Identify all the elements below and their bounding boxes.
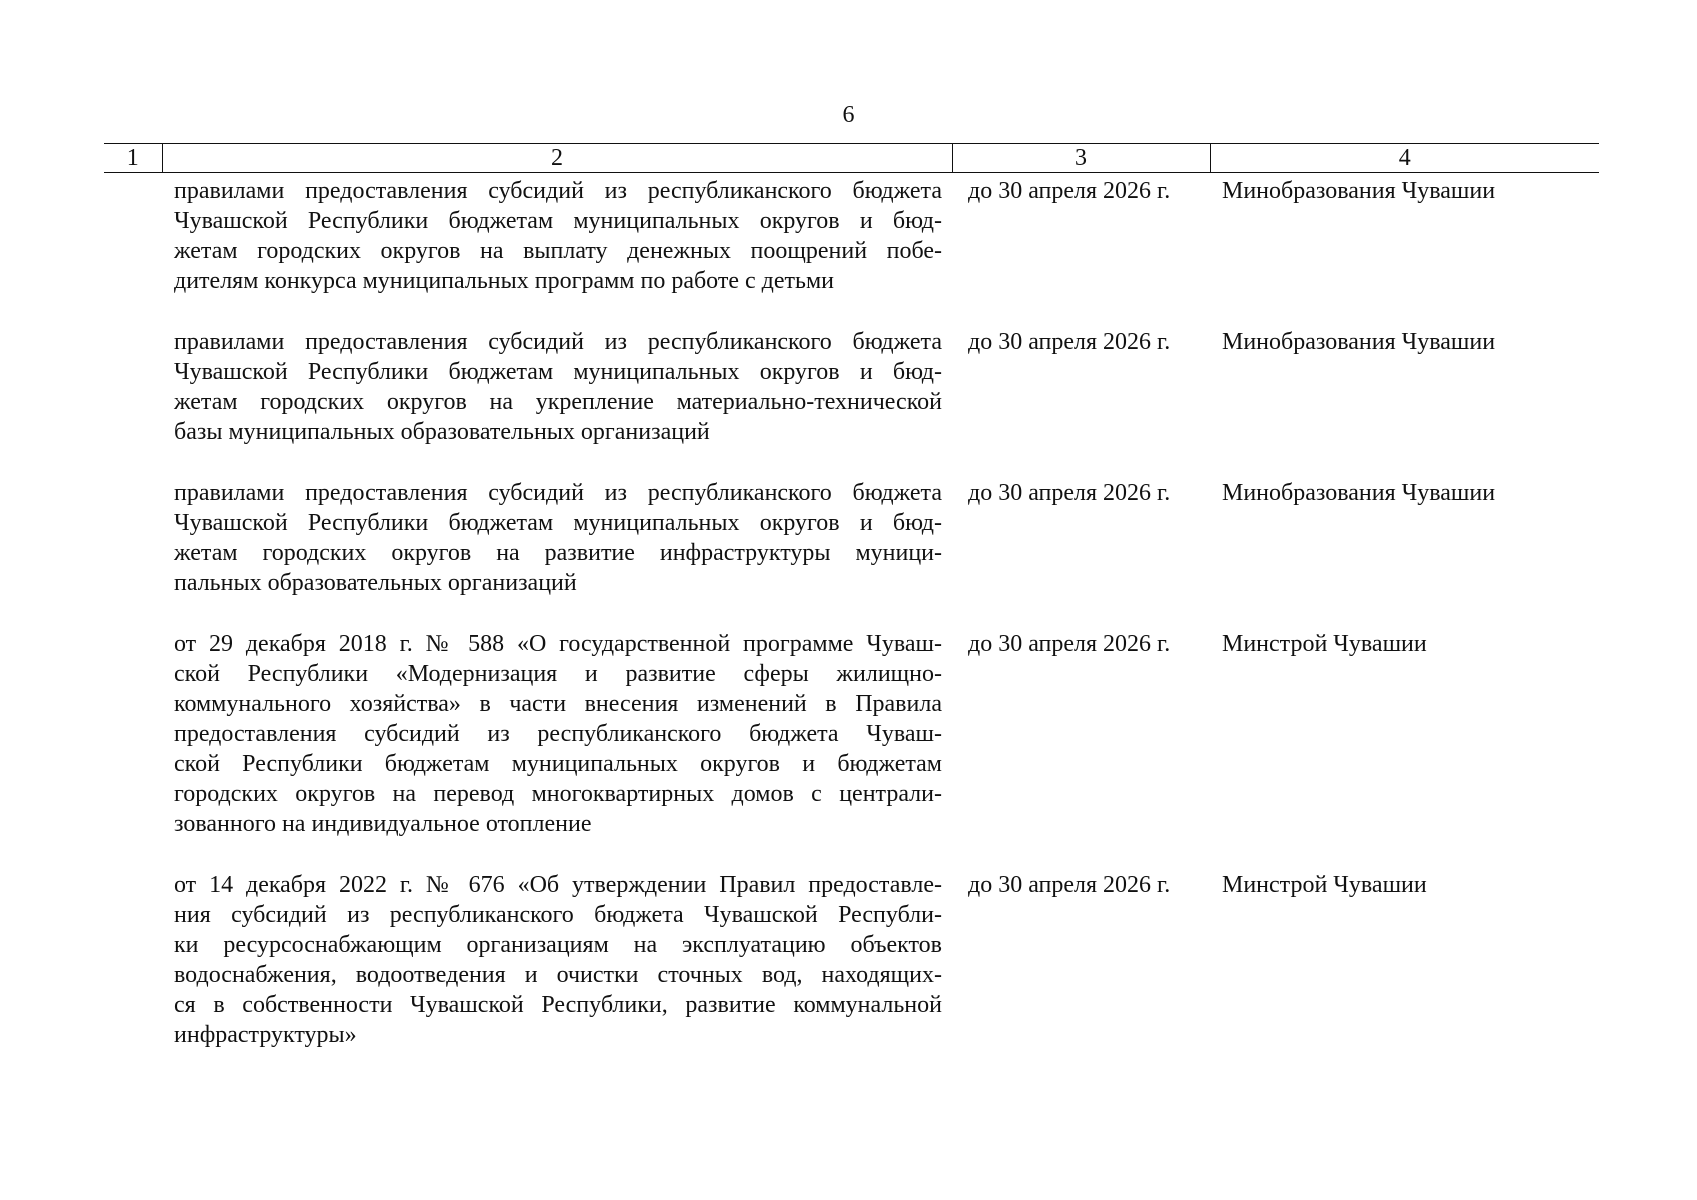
cell-deadline: до 30 апреля 2026 г.	[968, 631, 1171, 657]
cell-number	[104, 173, 162, 328]
cell-responsible: Минстрой Чувашии	[1222, 631, 1427, 657]
cell-number	[104, 629, 162, 870]
text-line: правилами предоставления субсидий из республиканского бюджета	[174, 480, 942, 506]
text-line: правилами предоставления субсидий из республиканского бюджета	[174, 329, 942, 355]
table-header-row	[104, 144, 1599, 173]
cell-deadline: до 30 апреля 2026 г.	[968, 480, 1171, 506]
text-line: от 14 декабря 2022 г. № 676 «Об утверждении Правил предоставле-	[174, 872, 942, 898]
table-row	[104, 327, 1599, 478]
text-line: жетам городских округов на развитие инфраструктуры муници-	[174, 540, 942, 566]
cell-deadline: до 30 апреля 2026 г.	[968, 872, 1171, 898]
cell-document-text	[162, 629, 952, 870]
page-number: 6	[842, 102, 855, 128]
text-line: базы муниципальных образовательных организаций	[174, 419, 710, 445]
table-row	[104, 629, 1599, 870]
column-header-1: 1	[104, 144, 162, 173]
text-line: пальных образовательных организаций	[174, 570, 577, 596]
cell-document-text	[162, 173, 952, 328]
text-line: предоставления субсидий из республиканского бюджета Чуваш-	[174, 721, 942, 747]
text-line: ской Республики бюджетам муниципальных округов и бюджетам	[174, 751, 942, 777]
cell-responsible: Минобразования Чувашии	[1222, 329, 1496, 355]
column-header-4: 4	[1210, 144, 1599, 173]
text-line: жетам городских округов на укрепление материально-технической	[174, 389, 942, 415]
text-line: Чувашской Республики бюджетам муниципальных округов и бюд-	[174, 510, 942, 536]
cell-number	[104, 327, 162, 478]
cell-number	[104, 870, 162, 1081]
table-body	[104, 173, 1599, 1082]
cell-deadline: до 30 апреля 2026 г.	[968, 329, 1171, 355]
cell-responsible: Минобразования Чувашии	[1222, 480, 1496, 506]
text-line: жетам городских округов на выплату денежных поощрений побе-	[174, 238, 942, 264]
table-row	[104, 173, 1599, 328]
text-line: от 29 декабря 2018 г. № 588 «О государственной программе Чуваш-	[174, 631, 942, 657]
text-line: правилами предоставления субсидий из республиканского бюджета	[174, 178, 942, 204]
table-row	[104, 478, 1599, 629]
text-line: дителям конкурса муниципальных программ по работе с детьми	[174, 268, 834, 294]
column-header-2: 2	[162, 144, 952, 173]
text-line: ся в собственности Чувашской Республики, развитие коммунальной	[174, 992, 942, 1018]
text-line: коммунального хозяйства» в части внесения изменений в Правила	[174, 691, 942, 717]
cell-number	[104, 478, 162, 629]
table-header	[104, 144, 1599, 173]
text-line: зованного на индивидуальное отопление	[174, 811, 592, 837]
table-row	[104, 870, 1599, 1081]
text-line: Чувашской Республики бюджетам муниципальных округов и бюд-	[174, 208, 942, 234]
text-line: ской Республики «Модернизация и развитие сферы жилищно-	[174, 661, 942, 687]
cell-document-text	[162, 870, 952, 1081]
column-header-3: 3	[952, 144, 1210, 173]
cell-responsible: Минстрой Чувашии	[1222, 872, 1427, 898]
cell-document-text	[162, 327, 952, 478]
text-line: ки ресурсоснабжающим организациям на эксплуатацию объектов	[174, 932, 942, 958]
text-line: инфраструктуры»	[174, 1022, 357, 1048]
cell-deadline: до 30 апреля 2026 г.	[968, 178, 1171, 204]
document-table-container	[104, 143, 1599, 1081]
cell-responsible: Минобразования Чувашии	[1222, 178, 1496, 204]
text-line: городских округов на перевод многоквартирных домов с централи-	[174, 781, 942, 807]
document-table	[104, 143, 1599, 1081]
text-line: ния субсидий из республиканского бюджета Чувашской Республи-	[174, 902, 942, 928]
cell-document-text	[162, 478, 952, 629]
text-line: Чувашской Республики бюджетам муниципальных округов и бюд-	[174, 359, 942, 385]
text-line: водоснабжения, водоотведения и очистки сточных вод, находящих-	[174, 962, 942, 988]
